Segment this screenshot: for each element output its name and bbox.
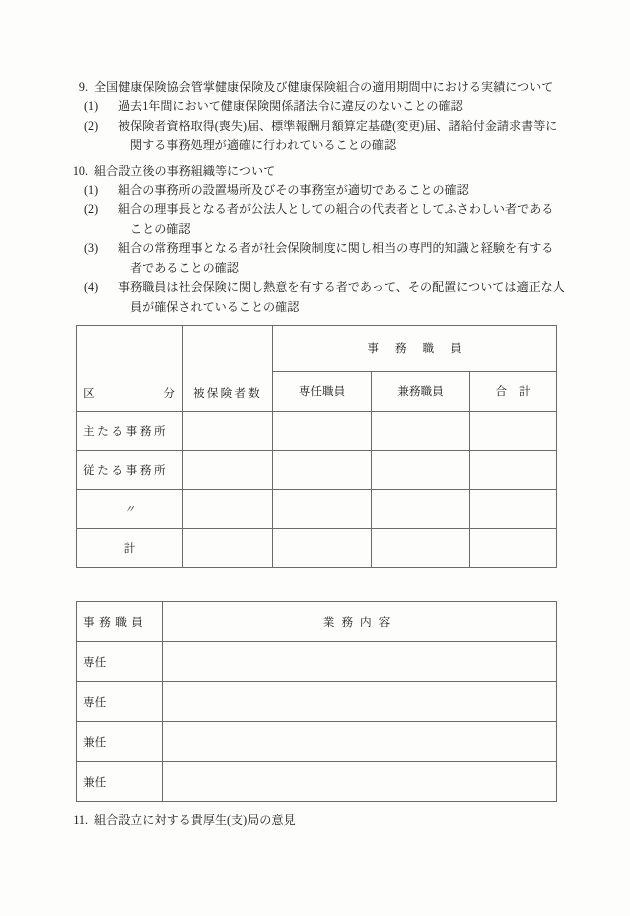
section-9-item-2-label: (2) <box>84 118 99 133</box>
section-9-title: 全国健康保険協会管掌健康保険及び健康保険組合の適用期間中における実績について <box>94 80 554 94</box>
section-11-number: 11. <box>73 813 88 827</box>
staff-cell-fulltime-ditto[interactable] <box>273 490 372 529</box>
staff-table-body <box>77 412 557 568</box>
section-10-title: 組合設立後の事務組織等について <box>94 163 276 178</box>
section-10-item-1 <box>66 181 566 201</box>
section-10-heading <box>66 162 566 181</box>
table-row <box>77 490 557 529</box>
duties-role-parttime-2: 兼任 <box>77 762 163 802</box>
section-10-item-4 <box>66 278 566 317</box>
section-10-item-2-line-2: ことの確認 <box>130 221 191 236</box>
section-10-item-3 <box>66 239 566 278</box>
section-10-items <box>66 181 566 318</box>
staff-cell-total-branch[interactable] <box>470 451 557 490</box>
section-10-item-1-text <box>118 181 566 201</box>
staff-row-label-branch-office: 従たる事務所 <box>77 451 183 490</box>
table-row <box>77 722 557 762</box>
header-total: 合計 <box>470 371 557 411</box>
section-9-item-2-line-1: 被保険者資格取得(喪失)届、標準報酬月額算定基礎(変更)届、諸給付金請求書等に <box>118 118 558 133</box>
section-9-item-1 <box>66 97 566 117</box>
section-9-item-2 <box>66 117 566 156</box>
section-10-item-4-text <box>118 278 566 317</box>
staff-table-head <box>77 326 557 412</box>
header-full-time-staff: 専任職員 <box>273 371 372 411</box>
header-kubun-left: 区 <box>83 387 95 400</box>
staff-cell-insured-branch[interactable] <box>183 451 273 490</box>
header-part-time-staff: 兼務職員 <box>372 371 470 411</box>
section-9-item-2-text <box>118 117 566 156</box>
staff-cell-total-main[interactable] <box>470 412 557 451</box>
section-9-item-1-line-1: 過去1年間において健康保険関係諸法令に違反のないことの確認 <box>118 99 463 113</box>
section-9-items <box>66 97 566 156</box>
duties-table-head <box>77 602 557 642</box>
duties-content-fulltime-2[interactable] <box>163 682 557 722</box>
duties-content-fulltime-1[interactable] <box>163 642 557 682</box>
section-9 <box>66 78 566 156</box>
staff-cell-fulltime-branch[interactable] <box>273 451 372 490</box>
staff-cell-parttime-ditto[interactable] <box>372 490 470 529</box>
section-10-item-2-label: (2) <box>84 202 99 216</box>
table-row <box>77 762 557 802</box>
section-11-title: 組合設立に対する貴厚生(支)局の意見 <box>94 813 296 827</box>
section-10-item-4-label: (4) <box>84 280 99 294</box>
section-10-item-3-label: (3) <box>84 241 99 255</box>
staff-count-table <box>76 325 557 568</box>
section-10-item-3-line-2: 者であることの確認 <box>130 260 239 275</box>
table-row <box>77 412 557 451</box>
staff-row-label-ditto: 〃 <box>77 490 183 529</box>
section-10 <box>66 162 566 318</box>
header-insured-count: 被保険者数 <box>183 326 273 412</box>
section-9-item-1-text <box>118 97 566 117</box>
staff-cell-fulltime-main[interactable] <box>273 412 372 451</box>
header-duties-role: 事務職員 <box>77 602 163 642</box>
header-kubun <box>77 326 183 412</box>
section-10-item-1-label: (1) <box>84 182 99 197</box>
staff-cell-total-sum[interactable] <box>470 529 557 568</box>
section-11 <box>66 811 566 830</box>
section-10-item-4-line-1: 事務職員は社会保険に関し熱意を有する者であって、その配置については適正な人 <box>118 280 565 294</box>
section-9-item-1-label: (1) <box>84 99 99 113</box>
section-10-number: 10. <box>72 163 88 178</box>
staff-row-label-main-office: 主たる事務所 <box>77 412 183 451</box>
section-10-item-3-text <box>118 239 566 278</box>
table-row <box>77 642 557 682</box>
header-duties-content: 業務内容 <box>163 602 557 642</box>
staff-cell-fulltime-sum[interactable] <box>273 529 372 568</box>
duties-table-header-row <box>77 602 557 642</box>
table-row <box>77 682 557 722</box>
section-10-item-2-line-1: 組合の理事長となる者が公法人としての組合の代表者としてふさわしい者である <box>118 202 554 216</box>
staff-cell-insured-main[interactable] <box>183 412 273 451</box>
section-9-heading <box>66 78 566 97</box>
staff-cell-parttime-main[interactable] <box>372 412 470 451</box>
header-kubun-right: 分 <box>163 387 175 400</box>
staff-cell-insured-ditto[interactable] <box>183 490 273 529</box>
section-10-item-1-line-1: 組合の事務所の設置場所及びその事務室が適切であることの確認 <box>118 182 469 197</box>
staff-table-header-row-1 <box>77 326 557 372</box>
section-9-item-2-line-2: 関する事務処理が適確に行われていることの確認 <box>130 138 397 152</box>
section-9-number: 9. <box>78 80 88 94</box>
table-row <box>77 451 557 490</box>
staff-cell-parttime-sum[interactable] <box>372 529 470 568</box>
section-10-item-2 <box>66 200 566 239</box>
table-row <box>77 529 557 568</box>
header-office-staff: 事務職員 <box>273 326 557 372</box>
duties-role-fulltime-1: 専任 <box>77 642 163 682</box>
staff-row-label-sum: 計 <box>77 529 183 568</box>
duties-content-parttime-2[interactable] <box>163 762 557 802</box>
staff-cell-total-ditto[interactable] <box>470 490 557 529</box>
staff-duties-table <box>76 601 557 802</box>
duties-content-parttime-1[interactable] <box>163 722 557 762</box>
staff-cell-insured-sum[interactable] <box>183 529 273 568</box>
duties-table-body <box>77 642 557 802</box>
outline-sections <box>66 78 566 319</box>
section-10-item-3-line-1: 組合の常務理事となる者が社会保険制度に関し相当の専門的知識と経験を有する <box>118 241 554 255</box>
duties-role-fulltime-2: 専任 <box>77 682 163 722</box>
section-10-item-4-line-2: 員が確保されていることの確認 <box>130 299 300 314</box>
section-10-item-2-text <box>118 200 566 239</box>
staff-cell-parttime-branch[interactable] <box>372 451 470 490</box>
duties-role-parttime-1: 兼任 <box>77 722 163 762</box>
